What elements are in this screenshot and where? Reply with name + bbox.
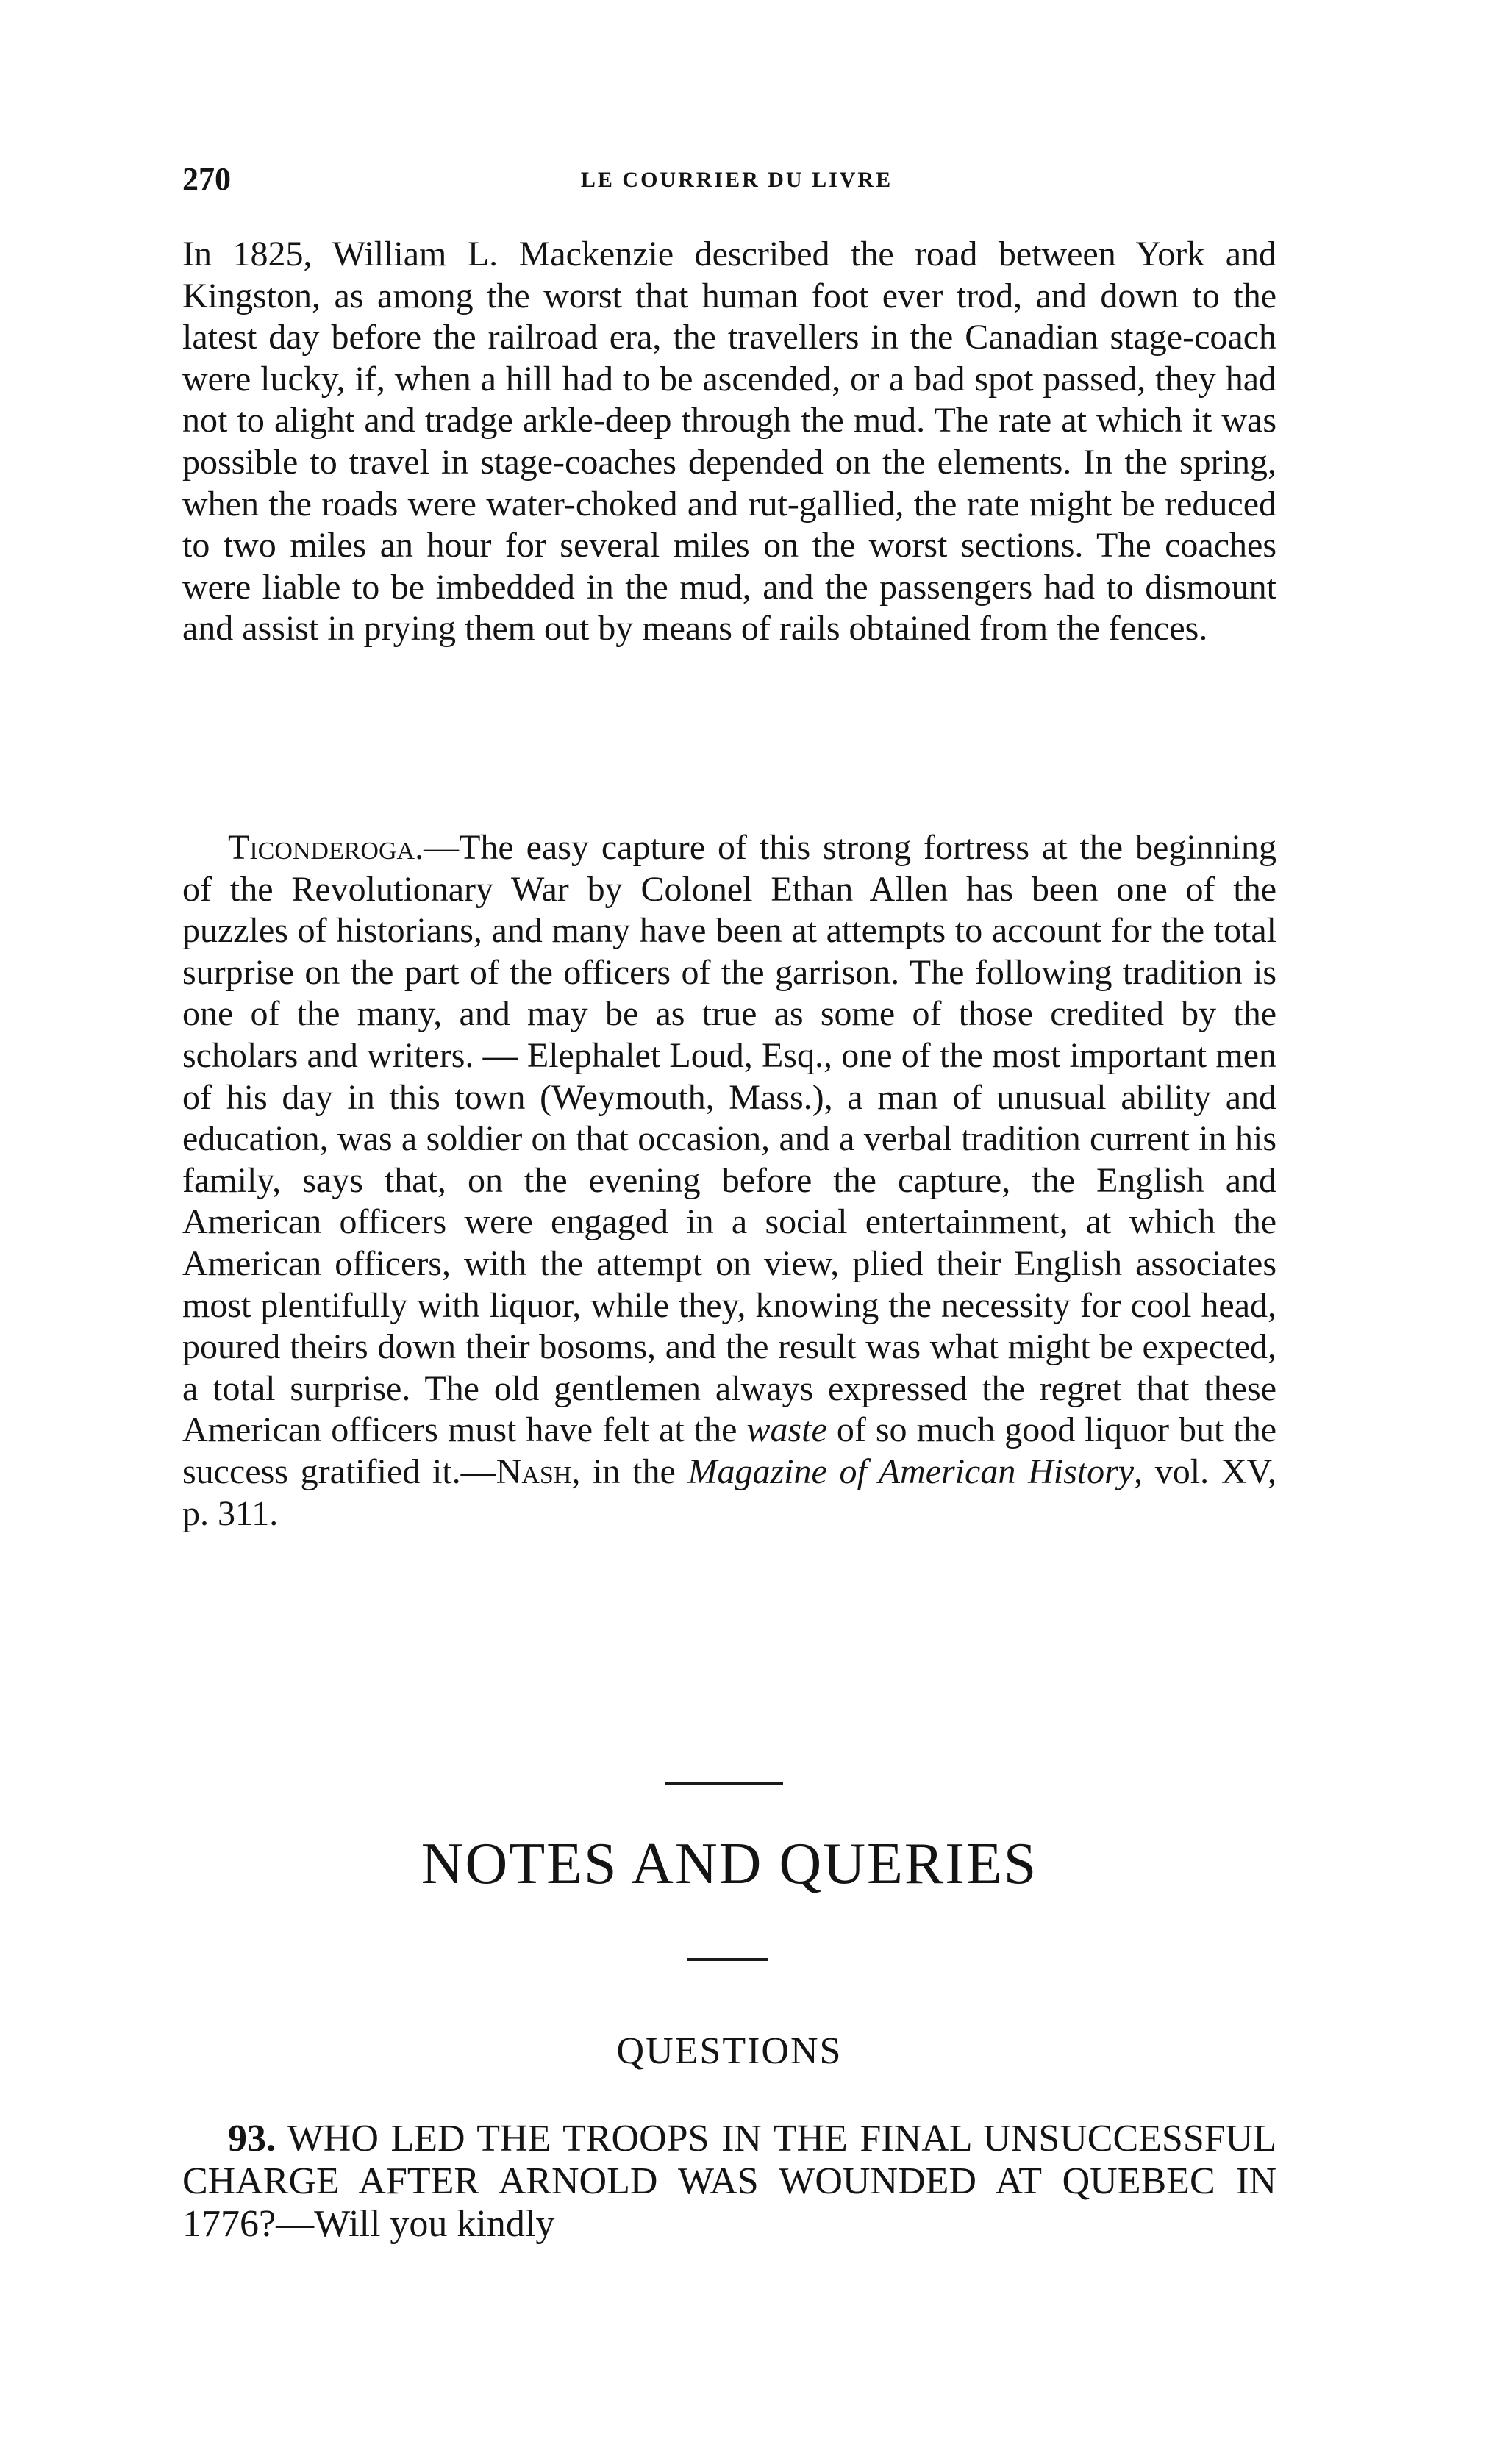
- source-title: Magazine of American History: [687, 1451, 1135, 1491]
- paragraph-text-b: of so much good liquor but the success gratified it.—: [182, 1410, 1276, 1491]
- paragraph-text-d: , vol. XV, p. 311.: [182, 1451, 1277, 1533]
- paragraph-text-a: —The easy capture of this strong fortress at the beginning of the Revolutionary War by Colonel Ethan Allen has been one of the puzzles of historians, and many have been at attempts to account for the total surprise on the part of the officers of the garrison. The following tradition is one of the many, and may be as true as some of those credited by the scholars and writers. — Elephalet Loud, Esq., one of the most important men of his day in this town (Weymouth, Mass.), a man of unusual ability and education, was a soldier on that occasion, and a verbal tradition current in his family, says that, on the evening before the capture, the English and American officers were engaged in a social entertainment, at which the American officers, with the attempt on view, plied their English associates most plentifully with liquor, while they, knowing the necessity for cool head, poured theirs down their bosoms, and the result was what might be expected, a total surprise. The old gentlemen always expressed the regret that these American officers must have felt at the: [182, 828, 1276, 1450]
- query-text: WHO LED THE TROOPS IN THE FINAL UNSUCCESSFUL CHARGE AFTER ARNOLD WAS WOUNDED AT QUEBEC IN 1776?—Will you kindly: [182, 2118, 1276, 2245]
- paragraph-text: In 1825, William L. Mackenzie described the road between York and Kingston, as among the worst that human foot ever trod, and down to the latest day before the railroad era, the travellers in the Canadian stage-coach were lucky, if, when a hill had to be ascended, or a bad spot passed, they had not to alight and tradge arkle-deep through the mud. The rate at which it was possible to travel in stage-coaches depended on the elements. In the spring, when the roads were water-choked and rut-gallied, the rate might be reduced to two miles an hour for several miles on the worst sections. The coaches were liable to be imbedded in the mud, and the passengers had to dismount and assist in prying them out by means of rails obtained from the fences.: [182, 235, 1276, 649]
- italic-word: waste: [746, 1410, 827, 1450]
- section-title: NOTES AND QUERIES: [421, 1832, 1038, 1896]
- paragraph-body: [182, 827, 1276, 1535]
- running-title: LE COURRIER DU LIVRE: [580, 168, 893, 192]
- query-number: 93.: [228, 2118, 276, 2160]
- query-body: [182, 2118, 1276, 2246]
- paragraph-text-c: , in the: [571, 1451, 688, 1491]
- paragraph-stage-coach-roads: [182, 234, 1276, 650]
- page-header: [182, 160, 1291, 204]
- page-number: 270: [182, 161, 231, 197]
- query-entry: [182, 2118, 1276, 2246]
- paragraph-lead: Ticonderoga.: [228, 828, 424, 867]
- subsection-title: QUESTIONS: [616, 2030, 843, 2072]
- author-name: Nash: [496, 1451, 572, 1491]
- section-divider-rule: [665, 1782, 783, 1785]
- title-divider-rule: [687, 1958, 768, 1961]
- paragraph-ticonderoga: [182, 827, 1276, 1535]
